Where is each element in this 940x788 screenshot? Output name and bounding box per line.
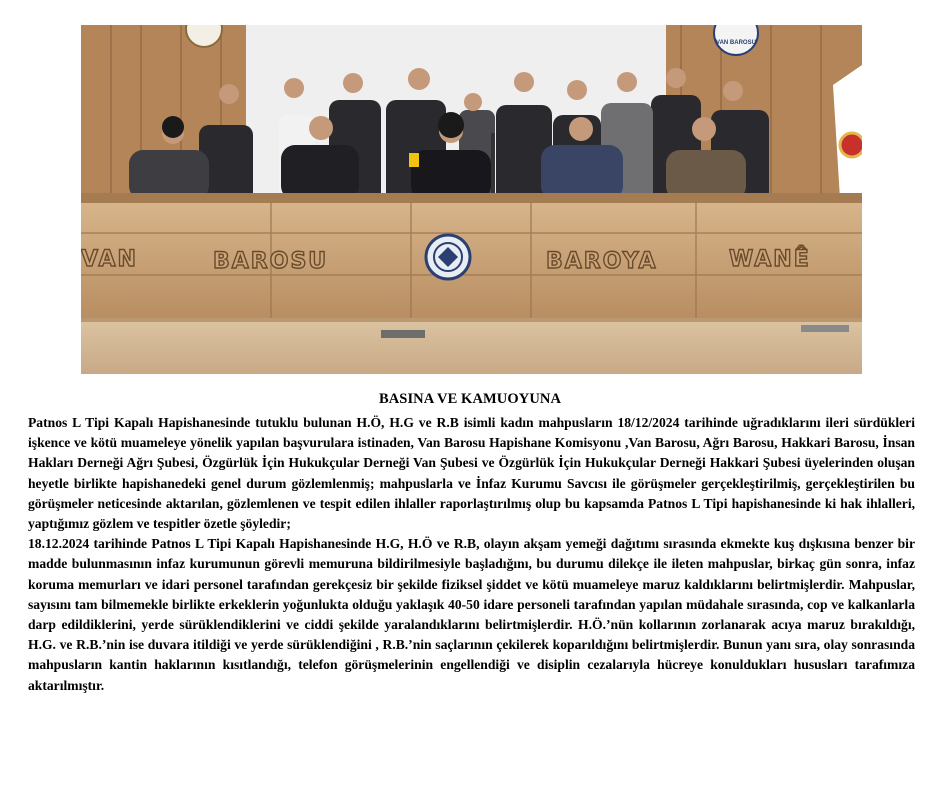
desk-sign-baroya: BAROYA — [546, 249, 658, 274]
document-body — [28, 413, 915, 696]
document-title: BASINA VE KAMUOYUNA — [378, 391, 562, 407]
bar-association-emblem — [426, 235, 470, 279]
backdrop-logo-label: VAN BAROSU — [716, 40, 756, 46]
desk-sign-wane: WANÊ — [729, 247, 811, 272]
desk-sign-barosu: BAROSU — [213, 249, 329, 274]
press-conference-photo — [81, 25, 862, 374]
paragraph-1: Patnos L Tipi Kapalı Hapishanesinde tutuklu bulunan H.Ö, H.G ve R.B isimli kadın mahpusların 18/12/2024 tarihinde uğradıklarını ileri sürdükleri işkence ve kötü muameleye yönelik yapılan başvurulara istinaden, Van Barosu Hapishane Komisyonu ,Van Barosu, Ağrı Barosu, Hakkari Barosu, İnsan Hakları Derneği Ağrı Şubesi, Özgürlük İçin Hukukçular Derneği Van Şubesi ve Özgürlük İçin Hukukçular Derneği Hakkari Şubesi üyelerinden oluşan heyetle birlikte hapishanedeki genel durum gözlemlenmiş; mahpuslarla ve İnfaz Kurumu Savcısı ile görüşmeler gerçekleştirilmiş, gerçekleştirilen bu görüşmeler neticesinde aktarılan, gözlemlenen ve tespit edilen ihlaller raporlaştırılmış olup bu kapsamda Patnos L Tipi hapishanesinde ki hak ihlalleri, yaptığımız gözlem ve tespitler özetle şöyledir; — [28, 415, 915, 532]
paragraph-2: 18.12.2024 tarihinde Patnos L Tipi Kapalı Hapishanesinde H.G, H.Ö ve R.B, olayın akşam yemeği dağıtımı sırasında ekmekte kuş dışkısına benzer bir madde bulunmasının infaz kurumunun görevli memuruna bildirilmesiyle başladığını, bu durumu dilekçe ile ileten mahpuslar, birkaç gün sonra, infaz koruma memurları ve idari personel tarafından gerekçesiz bir şekilde fiziksel şiddet ve kötü muameleye maruz kaldıklarını belirtmişlerdir. Mahpuslar, sayısını tam bilmemekle birlikte erkeklerin yoğunlukta olduğu yaklaşık 40-50 idare personeli tarafından yapılan müdahale sırasında, cop ve kalkanlarla darp edildiklerini, yerde sürüklendiklerini ve ciddi şekilde yaralandıklarını belirtmişlerdir. H.Ö.’nün kollarının zorlanarak acıya maruz bırakıldığı, H.G. ve R.B.’nin ise duvara itildiği ve yerde sürüklendiğini , R.B.’nin saçlarının çekilerek koparıldığını belirtmişlerdir. Bunun yanı sıra, olay sonrasında mahpusların kantin haklarının kısıtlandığı, telefon görüşmelerinin engellendiği ve disiplin cezalarıyla hücreye konuldukları hususları tarafımıza aktarılmıştır. — [28, 536, 915, 693]
desk-sign-van: VAN — [81, 247, 138, 272]
